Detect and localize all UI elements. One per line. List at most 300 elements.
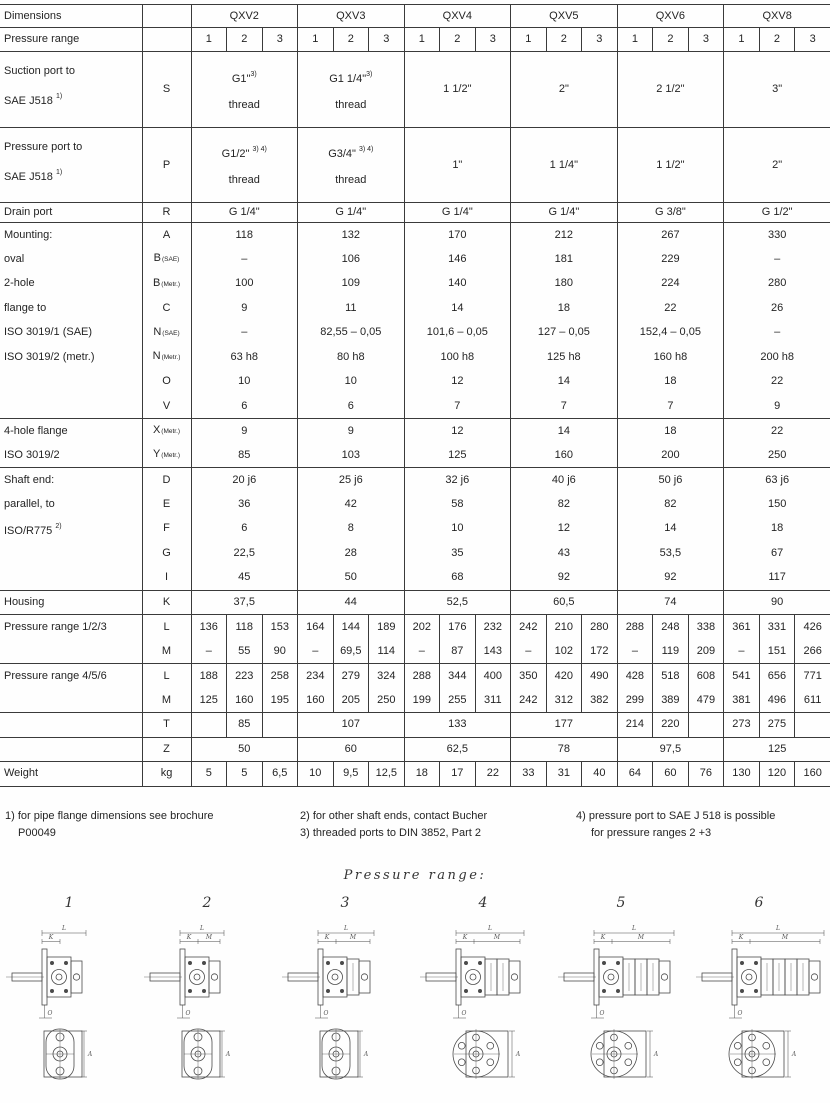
value-cell: 125 [191, 688, 227, 713]
value-cell: 120 [759, 762, 795, 787]
figure-number: 6 [754, 894, 764, 911]
value-cell: – [724, 639, 760, 664]
param-letter: E [142, 492, 191, 517]
value-cell: 160 [298, 688, 334, 713]
value-cell: 267 [617, 223, 724, 248]
svg-text:K: K [738, 933, 744, 941]
svg-text:L: L [200, 924, 204, 932]
value-cell: 382 [582, 688, 618, 713]
svg-text:A: A [87, 1050, 93, 1058]
range-number: 3 [262, 28, 298, 52]
value-cell: 5 [191, 762, 227, 787]
value-cell: 5 [227, 762, 263, 787]
value-cell: G1 1/4"$^{3)}$ thread [298, 52, 405, 128]
svg-text:K: K [186, 933, 192, 941]
value-cell: 87 [440, 639, 476, 664]
value-cell: 33 [511, 762, 547, 787]
value-cell: 143 [475, 639, 511, 664]
value-cell: 127 – 0,05 [511, 321, 618, 346]
value-cell: 85 [227, 713, 263, 738]
value-cell: 324 [369, 664, 405, 689]
value-cell: 63 j6 [724, 468, 830, 493]
svg-text:O: O [599, 1009, 605, 1017]
model-header: QXV2 [191, 5, 298, 28]
value-cell: 44 [298, 590, 405, 615]
range-number: 3 [582, 28, 618, 52]
value-cell: 92 [617, 566, 724, 591]
svg-text:K: K [48, 933, 54, 941]
value-cell: 279 [333, 664, 369, 689]
value-cell: 180 [511, 272, 618, 297]
row-label: parallel, to [0, 492, 142, 517]
value-cell: 85 [191, 443, 298, 468]
value-cell: 428 [617, 664, 653, 689]
svg-text:L: L [776, 924, 780, 932]
row-label: 4-hole flange [0, 419, 142, 444]
value-cell: 67 [771, 546, 784, 559]
pump-drawing-icon [138, 919, 276, 1087]
value-cell: 275 [759, 713, 795, 738]
value-cell: 6,5 [262, 762, 298, 787]
param-letter: C [142, 296, 191, 321]
value-cell: 58 [404, 492, 511, 517]
value-cell: 242 [511, 615, 547, 640]
param-letter: V [142, 394, 191, 419]
svg-text:M: M [349, 933, 357, 941]
value-cell: 35 [404, 541, 511, 566]
value-cell: 400 [475, 664, 511, 689]
value-cell: G1/2" $^{3) 4)}$ thread [191, 128, 298, 203]
value-cell: 109 [298, 272, 405, 297]
range-number: 2 [440, 28, 476, 52]
value-cell: 14 [404, 296, 511, 321]
svg-text:A: A [225, 1050, 231, 1058]
value-cell: 381 [724, 688, 760, 713]
row-label [0, 737, 142, 762]
value-cell [262, 713, 298, 738]
value-cell: 172 [582, 639, 618, 664]
footnote-group-2 [300, 808, 576, 842]
param-letter: L [142, 664, 191, 689]
row-label [0, 688, 142, 713]
value-cell: 97,5 [617, 737, 724, 762]
pump-figure-4 [414, 895, 552, 1087]
value-cell: 250 [767, 448, 787, 461]
row-label [0, 541, 142, 566]
value-cell [795, 713, 830, 738]
value-cell: 133 [404, 713, 511, 738]
value-cell: 250 [369, 688, 405, 713]
value-cell: 200 [617, 443, 724, 468]
value-cell: 426 [795, 615, 830, 640]
value-cell: 656 [759, 664, 795, 689]
value-cell: 242 [511, 688, 547, 713]
row-label: ISO 3019/2 [0, 443, 142, 468]
param-letter: N(SAE) [142, 321, 191, 346]
value-cell: G1"$^{3)}$ thread [191, 52, 298, 128]
param-letter: F [142, 517, 191, 542]
value-cell: 10 [298, 370, 405, 395]
pump-figure-1 [0, 895, 138, 1087]
value-cell: 146 [404, 247, 511, 272]
value-cell: G 3/8" [617, 203, 724, 223]
value-cell: 9 [191, 419, 298, 444]
value-cell: 78 [511, 737, 618, 762]
figures-row [0, 895, 830, 1087]
pump-drawing-icon [690, 919, 828, 1087]
value-cell: 611 [803, 693, 822, 706]
value-cell: 118 [191, 223, 298, 248]
svg-text:M: M [493, 933, 501, 941]
value-cell: G 1/4" [191, 203, 298, 223]
value-cell: 2" [724, 128, 830, 203]
row-label: Mounting: [0, 223, 142, 248]
value-cell: 771 [795, 664, 830, 689]
value-cell: 14 [617, 517, 724, 542]
value-cell: 280 [582, 615, 618, 640]
value-cell: 160 [511, 443, 618, 468]
model-header: QXV4 [404, 5, 511, 28]
value-cell: 92 [511, 566, 618, 591]
svg-text:O: O [461, 1009, 467, 1017]
value-cell: G 1/2" [724, 203, 830, 223]
row-label [0, 639, 142, 664]
value-cell: 220 [653, 713, 689, 738]
value-cell: G 1/4" [404, 203, 511, 223]
value-cell: 125 h8 [511, 345, 618, 370]
value-cell: 280 [767, 277, 787, 290]
param-letter: R [142, 203, 191, 223]
range-number: 2 [759, 28, 795, 52]
param-letter: K [142, 590, 191, 615]
pump-drawing-icon [276, 919, 414, 1087]
value-cell: 102 [546, 639, 582, 664]
value-cell: 125 [404, 443, 511, 468]
value-cell: 22 [724, 419, 830, 444]
value-cell: 518 [653, 664, 689, 689]
pump-figure-6 [690, 895, 828, 1087]
value-cell: 6 [191, 394, 298, 419]
range-number: 1 [298, 28, 334, 52]
value-cell: 2" [511, 52, 618, 128]
value-cell: 199 [404, 688, 440, 713]
figure-number: 2 [202, 894, 212, 911]
param-letter: D [142, 468, 191, 493]
param-letter: kg [142, 762, 191, 787]
row-label [0, 394, 142, 419]
value-cell: 64 [617, 762, 653, 787]
value-cell: 68 [404, 566, 511, 591]
footnote-group-1 [5, 808, 300, 842]
value-cell: 330 [724, 223, 830, 248]
value-cell: 55 [227, 639, 263, 664]
value-cell: 255 [440, 688, 476, 713]
range-number: 2 [227, 28, 263, 52]
svg-text:K: K [600, 933, 606, 941]
row-label [0, 713, 142, 738]
svg-text:A: A [363, 1050, 369, 1058]
range-number: 1 [724, 28, 760, 52]
value-cell: 42 [298, 492, 405, 517]
value-cell: 22 [771, 375, 784, 388]
footnotes [0, 808, 830, 842]
row-label [0, 566, 142, 591]
svg-text:A: A [515, 1050, 521, 1058]
value-cell: 232 [475, 615, 511, 640]
value-cell: 18 [511, 296, 618, 321]
value-cell: 11 [298, 296, 405, 321]
value-cell: 541 [724, 664, 760, 689]
value-cell: 50 j6 [617, 468, 724, 493]
value-cell: 160 [227, 688, 263, 713]
value-cell: 151 [759, 639, 795, 664]
value-cell: 6 [298, 394, 405, 419]
value-cell: 496 [759, 688, 795, 713]
range-number: 1 [511, 28, 547, 52]
value-cell: – [404, 639, 440, 664]
value-cell: 1" [404, 128, 511, 203]
value-cell: 82,55 – 0,05 [298, 321, 405, 346]
value-cell: 160 [795, 762, 830, 787]
value-cell: 136 [191, 615, 227, 640]
svg-text:M: M [781, 933, 789, 941]
value-cell: 53,5 [617, 541, 724, 566]
pressure-range-title: Pressure range: [343, 867, 487, 883]
row-label [0, 370, 142, 395]
param-letter: M [142, 639, 191, 664]
figure-number: 1 [64, 894, 74, 911]
param-letter: Y(Metr.) [142, 443, 191, 468]
value-cell: 350 [511, 664, 547, 689]
value-cell: 18 [617, 370, 724, 395]
footnote-2: 2) for other shaft ends, contact Bucher [300, 809, 488, 822]
row-label: Weight [0, 762, 142, 787]
value-cell: 152,4 – 0,05 [617, 321, 724, 346]
value-cell: 153 [262, 615, 298, 640]
pump-figure-5 [552, 895, 690, 1087]
value-cell: 18 [404, 762, 440, 787]
value-cell: 176 [440, 615, 476, 640]
value-cell: 60,5 [511, 590, 618, 615]
value-cell: 18 [617, 419, 724, 444]
value-cell: 26 [771, 301, 784, 314]
value-cell: 14 [511, 370, 618, 395]
param-letter: G [142, 541, 191, 566]
value-cell: 288 [617, 615, 653, 640]
value-cell: 117 [768, 571, 786, 583]
pump-drawing-icon [552, 919, 690, 1087]
value-cell: 12 [404, 419, 511, 444]
value-cell: 7 [511, 394, 618, 419]
value-cell: 50 [191, 737, 298, 762]
value-cell: 82 [617, 492, 724, 517]
value-cell: 150 [767, 497, 787, 510]
value-cell: 50 [298, 566, 405, 591]
value-cell: 189 [369, 615, 405, 640]
param-letter: S [142, 52, 191, 128]
value-cell: 12 [511, 517, 618, 542]
model-header: QXV6 [617, 5, 724, 28]
model-header: QXV3 [298, 5, 405, 28]
svg-text:L: L [344, 924, 348, 932]
value-cell: 17 [440, 762, 476, 787]
figure-number: 5 [616, 894, 626, 911]
value-cell: 338 [688, 615, 724, 640]
pump-figure-2 [138, 895, 276, 1087]
param-header [142, 28, 191, 52]
value-cell: 40 [582, 762, 618, 787]
range-number: 2 [546, 28, 582, 52]
value-cell: 18 [771, 522, 784, 535]
value-cell: – [191, 321, 298, 346]
value-cell: 62,5 [404, 737, 511, 762]
param-letter: A [142, 223, 191, 248]
value-cell: 288 [404, 664, 440, 689]
svg-text:A: A [653, 1050, 659, 1058]
value-cell: G 1/4" [298, 203, 405, 223]
svg-text:M: M [637, 933, 645, 941]
param-letter: X(Metr.) [142, 419, 191, 444]
value-cell: – [191, 639, 227, 664]
value-cell: 90 [262, 639, 298, 664]
value-cell: 2 1/2" [617, 52, 724, 128]
svg-text:L: L [62, 924, 66, 932]
row-label: Drain port [0, 203, 142, 223]
value-cell: 331 [759, 615, 795, 640]
value-cell: 7 [617, 394, 724, 419]
value-cell: 1 1/2" [617, 128, 724, 203]
value-cell: 202 [404, 615, 440, 640]
table-title: Dimensions [0, 5, 142, 28]
svg-text:O: O [185, 1009, 191, 1017]
value-cell: 10 [404, 517, 511, 542]
row-label: flange to [0, 296, 142, 321]
value-cell: 361 [724, 615, 760, 640]
value-cell: – [774, 326, 781, 339]
param-letter: B(Metr.) [142, 272, 191, 297]
value-cell: 200 h8 [760, 350, 794, 363]
value-cell: 43 [511, 541, 618, 566]
value-cell: 22,5 [191, 541, 298, 566]
row-label: ISO 3019/1 (SAE) [0, 321, 142, 346]
value-cell: 28 [298, 541, 405, 566]
param-letter: I [142, 566, 191, 591]
row-label: Housing [0, 590, 142, 615]
value-cell [688, 713, 724, 738]
row-label: Pressure range 4/5/6 [0, 664, 142, 689]
footnote-4-cont: for pressure ranges 2 +3 [591, 826, 712, 839]
row-label: ISO/R775 $^{2)}$ [0, 517, 142, 542]
svg-text:O: O [737, 1009, 743, 1017]
row-label: 2-hole [0, 272, 142, 297]
svg-text:K: K [462, 933, 468, 941]
footnote-4: 4) pressure port to SAE J 518 is possible [576, 809, 776, 822]
value-cell: 223 [227, 664, 263, 689]
footnote-3: 3) threaded ports to DIN 3852, Part 2 [300, 826, 481, 839]
value-cell: 490 [582, 664, 618, 689]
param-letter: M [142, 688, 191, 713]
value-cell: 36 [191, 492, 298, 517]
range-row-label: Pressure range [0, 28, 142, 52]
row-label: Suction port to SAE J518 $^{1)}$ [0, 52, 142, 128]
model-header: QXV8 [724, 5, 830, 28]
value-cell: 12 [404, 370, 511, 395]
dimensions-table [0, 4, 830, 787]
footnote-1: 1) for pipe flange dimensions see brochure [5, 809, 214, 822]
value-cell: 311 [475, 688, 511, 713]
value-cell: 90 [724, 590, 830, 615]
value-cell: 229 [617, 247, 724, 272]
value-cell: 210 [546, 615, 582, 640]
value-cell: 10 [191, 370, 298, 395]
value-cell: G3/4" $^{3) 4)}$ thread [298, 128, 405, 203]
value-cell: 9 [774, 399, 781, 412]
value-cell: 100 [191, 272, 298, 297]
value-cell: 164 [298, 615, 334, 640]
svg-text:K: K [324, 933, 330, 941]
value-cell: 1 1/4" [511, 128, 618, 203]
value-cell: 9 [191, 296, 298, 321]
value-cell: 144 [333, 615, 369, 640]
value-cell: 37,5 [191, 590, 298, 615]
value-cell: 31 [546, 762, 582, 787]
row-label: Shaft end: [0, 468, 142, 493]
value-cell: 20 j6 [191, 468, 298, 493]
value-cell: 82 [511, 492, 618, 517]
range-number: 1 [404, 28, 440, 52]
value-cell: 195 [262, 688, 298, 713]
value-cell: 234 [298, 664, 334, 689]
value-cell: 114 [369, 639, 405, 664]
value-cell: – [511, 639, 547, 664]
value-cell: 273 [724, 713, 760, 738]
value-cell: 160 h8 [617, 345, 724, 370]
value-cell: 60 [653, 762, 689, 787]
value-cell: 63 h8 [191, 345, 298, 370]
range-number: 1 [191, 28, 227, 52]
pump-drawing-icon [0, 919, 138, 1087]
value-cell: 214 [617, 713, 653, 738]
value-cell: 60 [298, 737, 405, 762]
value-cell: 74 [617, 590, 724, 615]
footnote-1-cont: P00049 [18, 826, 56, 839]
value-cell: 389 [653, 688, 689, 713]
value-cell: 22 [475, 762, 511, 787]
value-cell: – [298, 639, 334, 664]
value-cell: 177 [511, 713, 618, 738]
figure-number: 3 [340, 894, 350, 911]
value-cell: 52,5 [404, 590, 511, 615]
range-number: 1 [617, 28, 653, 52]
value-cell: 205 [333, 688, 369, 713]
param-letter: T [142, 713, 191, 738]
value-cell: 12,5 [369, 762, 405, 787]
range-number: 3 [369, 28, 405, 52]
svg-text:L: L [632, 924, 636, 932]
row-label: Pressure port to SAE J518 $^{1)}$ [0, 128, 142, 203]
svg-text:O: O [47, 1009, 53, 1017]
value-cell: 9 [298, 419, 405, 444]
value-cell: G 1/4" [511, 203, 618, 223]
value-cell: 32 j6 [404, 468, 511, 493]
value-cell: 130 [724, 762, 760, 787]
range-number: 3 [688, 28, 724, 52]
range-number: 2 [333, 28, 369, 52]
value-cell [191, 713, 227, 738]
param-letter: N(Metr.) [142, 345, 191, 370]
param-letter: O [142, 370, 191, 395]
range-number: 2 [653, 28, 689, 52]
